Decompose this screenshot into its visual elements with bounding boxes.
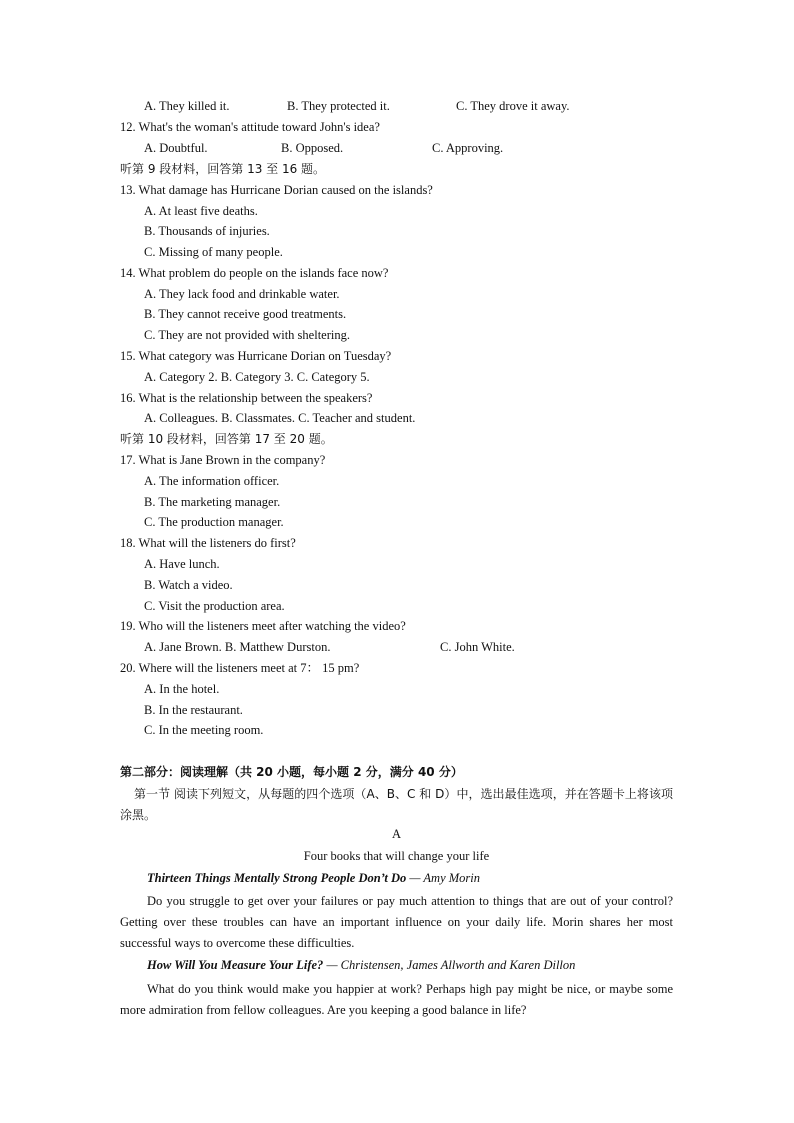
q14-option-a: A. They lack food and drinkable water. [144, 287, 340, 301]
q20-option-a: A. In the hotel. [144, 682, 220, 696]
q12-option-c: C. Approving. [432, 141, 504, 155]
q11-option-c: C. They drove it away. [456, 99, 570, 113]
q13-option-c: C. Missing of many people. [144, 245, 283, 259]
q17-option-c: C. The production manager. [144, 515, 284, 529]
q18-option-c: C. Visit the production area. [144, 599, 285, 613]
q20-option-c: C. In the meeting room. [144, 723, 264, 737]
book-1-title: Thirteen Things Mentally Strong People Don’t Do [147, 871, 407, 885]
book-2-title: How Will You Measure Your Life? [147, 958, 324, 972]
q11-option-a: A. They killed it. [144, 99, 230, 113]
q12-option-a: A. Doubtful. [144, 141, 208, 155]
passage-title: Four books that will change your life [303, 849, 490, 863]
q18-question: 18. What will the listeners do first? [120, 536, 296, 550]
book-2-description: What do you think would make you happier at work? Perhaps high pay might be nice, or maybe some more admiration from fellow colleagues. Are you keeping a good balance in life? [120, 982, 673, 1017]
section-10-instruction: 听第 10 段材料，回答第 17 至 20 题。 [120, 432, 333, 446]
book-1-description: Do you struggle to get over your failures or pay much attention to things that are out of your control? Getting over these troubles can have an important influence on your daily life. Morin shares her most successful ways to overcome these difficulties. [120, 894, 673, 950]
q19-options-ab: A. Jane Brown. B. Matthew Durston. [144, 640, 331, 654]
q12-option-b: B. Opposed. [281, 141, 344, 155]
q19-options [144, 639, 515, 655]
part-2-title: 第二部分：阅读理解（共 20 小题，每小题 2 分，满分 40 分） [120, 765, 463, 779]
q14-option-c: C. They are not provided with sheltering. [144, 328, 350, 342]
q13-option-a: A. At least five deaths. [144, 204, 258, 218]
book-2-heading [147, 958, 575, 973]
q20-question: 20. Where will the listeners meet at 7： 15 pm? [120, 661, 360, 675]
book-1-author: — Amy Morin [409, 871, 481, 885]
q17-question: 17. What is Jane Brown in the company? [120, 453, 326, 467]
book-2-author: — Christensen, James Allworth and Karen Dillon [326, 958, 576, 972]
passage-label: A [391, 827, 402, 841]
book-1-heading [147, 871, 480, 886]
q14-question: 14. What problem do people on the islands face now? [120, 266, 389, 280]
section-1-instruction: 第一节 阅读下列短文，从每题的四个选项（A、B、C 和 D）中，选出最佳选项，并在答题卡上将该项涂黑。 [120, 787, 673, 822]
q19-option-c: C. John White. [440, 640, 515, 654]
q20-option-b: B. In the restaurant. [144, 703, 243, 717]
q18-option-a: A. Have lunch. [144, 557, 220, 571]
q16-question: 16. What is the relationship between the speakers? [120, 391, 373, 405]
q17-option-a: A. The information officer. [144, 474, 280, 488]
q15-options: A. Category 2. B. Category 3. C. Category 5. [144, 370, 370, 384]
section-9-instruction: 听第 9 段材料，回答第 13 至 16 题。 [120, 162, 326, 176]
q18-option-b: B. Watch a video. [144, 578, 233, 592]
q11-option-b: B. They protected it. [287, 99, 390, 113]
q12-options [144, 140, 503, 156]
q16-options: A. Colleagues. B. Classmates. C. Teacher and student. [144, 411, 416, 425]
q19-question: 19. Who will the listeners meet after watching the video? [120, 619, 406, 633]
q13-option-b: B. Thousands of injuries. [144, 224, 270, 238]
q11-options [144, 98, 570, 114]
q15-question: 15. What category was Hurricane Dorian on Tuesday? [120, 349, 392, 363]
q12-question: 12. What's the woman's attitude toward John's idea? [120, 120, 380, 134]
q13-question: 13. What damage has Hurricane Dorian caused on the islands? [120, 183, 433, 197]
q14-option-b: B. They cannot receive good treatments. [144, 307, 347, 321]
q17-option-b: B. The marketing manager. [144, 495, 281, 509]
